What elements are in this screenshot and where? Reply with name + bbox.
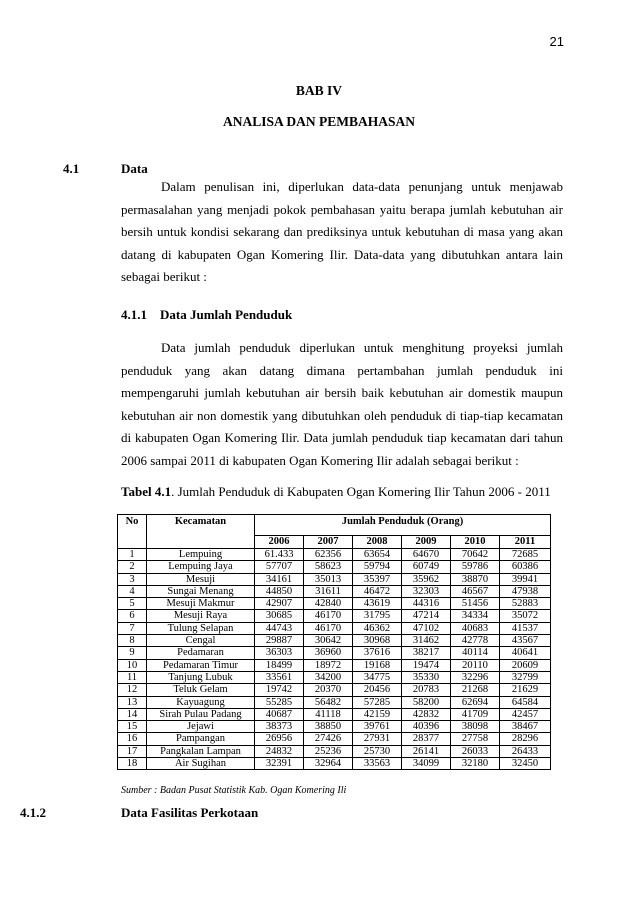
row-population-value: 33563 xyxy=(353,758,402,770)
table-row xyxy=(118,573,551,585)
row-population-value: 40114 xyxy=(451,647,500,659)
row-population-value: 19168 xyxy=(353,659,402,671)
table-row xyxy=(118,758,551,770)
row-population-value: 25236 xyxy=(304,745,353,757)
row-population-value: 26033 xyxy=(451,745,500,757)
row-kecamatan: Sirah Pulau Padang xyxy=(147,708,255,720)
section-title-population: Data Jumlah Penduduk xyxy=(160,307,293,322)
row-population-value: 63654 xyxy=(353,549,402,561)
row-population-value: 39761 xyxy=(353,721,402,733)
header-population-group: Jumlah Penduduk (Orang) xyxy=(255,515,551,536)
table-row xyxy=(118,708,551,720)
row-population-value: 26956 xyxy=(255,733,304,745)
row-number: 7 xyxy=(118,622,147,634)
row-population-value: 47214 xyxy=(402,610,451,622)
row-population-value: 58200 xyxy=(402,696,451,708)
row-kecamatan: Pampangan xyxy=(147,733,255,745)
row-population-value: 34334 xyxy=(451,610,500,622)
row-population-value: 42778 xyxy=(451,635,500,647)
section-number-4-1-1: 4.1.1 xyxy=(121,307,147,322)
header-year: 2009 xyxy=(402,536,451,549)
row-population-value: 39941 xyxy=(500,573,551,585)
row-number: 5 xyxy=(118,598,147,610)
row-population-value: 26433 xyxy=(500,745,551,757)
table-caption xyxy=(121,484,551,500)
header-year: 2010 xyxy=(451,536,500,549)
row-population-value: 32964 xyxy=(304,758,353,770)
row-population-value: 40687 xyxy=(255,708,304,720)
row-population-value: 47102 xyxy=(402,622,451,634)
page-number: 21 xyxy=(549,34,564,49)
row-population-value: 46170 xyxy=(304,610,353,622)
table-row xyxy=(118,647,551,659)
row-population-value: 57285 xyxy=(353,696,402,708)
table-row xyxy=(118,684,551,696)
row-population-value: 42840 xyxy=(304,598,353,610)
row-population-value: 64670 xyxy=(402,549,451,561)
row-population-value: 20783 xyxy=(402,684,451,696)
row-population-value: 40641 xyxy=(500,647,551,659)
header-kecamatan: Kecamatan xyxy=(147,515,255,549)
row-population-value: 32450 xyxy=(500,758,551,770)
table-source: Sumber : Badan Pusat Statistik Kab. Ogan Komering Ili xyxy=(121,785,347,796)
table-row xyxy=(118,635,551,647)
row-population-value: 29887 xyxy=(255,635,304,647)
row-population-value: 27758 xyxy=(451,733,500,745)
row-number: 17 xyxy=(118,745,147,757)
row-population-value: 34161 xyxy=(255,573,304,585)
row-population-value: 41709 xyxy=(451,708,500,720)
row-population-value: 20110 xyxy=(451,659,500,671)
row-population-value: 46362 xyxy=(353,622,402,634)
row-population-value: 34200 xyxy=(304,671,353,683)
table-row xyxy=(118,622,551,634)
header-year: 2006 xyxy=(255,536,304,549)
table-row xyxy=(118,671,551,683)
row-population-value: 60386 xyxy=(500,561,551,573)
table-body xyxy=(118,549,551,770)
row-number: 9 xyxy=(118,647,147,659)
row-population-value: 30642 xyxy=(304,635,353,647)
row-population-value: 47938 xyxy=(500,585,551,597)
row-population-value: 57707 xyxy=(255,561,304,573)
table-row xyxy=(118,733,551,745)
row-number: 15 xyxy=(118,721,147,733)
row-population-value: 35330 xyxy=(402,671,451,683)
table-row xyxy=(118,745,551,757)
row-population-value: 18499 xyxy=(255,659,304,671)
header-year: 2007 xyxy=(304,536,353,549)
section-number-4-1: 4.1 xyxy=(63,161,80,176)
row-population-value: 20456 xyxy=(353,684,402,696)
paragraph-population xyxy=(121,337,563,473)
table-row xyxy=(118,610,551,622)
row-population-value: 61.433 xyxy=(255,549,304,561)
row-population-value: 42832 xyxy=(402,708,451,720)
row-population-value: 19742 xyxy=(255,684,304,696)
row-population-value: 59794 xyxy=(353,561,402,573)
row-population-value: 32391 xyxy=(255,758,304,770)
row-population-value: 27931 xyxy=(353,733,402,745)
row-population-value: 32799 xyxy=(500,671,551,683)
row-population-value: 18972 xyxy=(304,659,353,671)
table-row xyxy=(118,659,551,671)
section-number-4-1-2: 4.1.2 xyxy=(20,805,46,820)
row-population-value: 38870 xyxy=(451,573,500,585)
row-population-value: 36303 xyxy=(255,647,304,659)
row-population-value: 31462 xyxy=(402,635,451,647)
row-population-value: 62694 xyxy=(451,696,500,708)
row-kecamatan: Mesuji xyxy=(147,573,255,585)
row-kecamatan: Sungai Menang xyxy=(147,585,255,597)
row-number: 1 xyxy=(118,549,147,561)
row-population-value: 41537 xyxy=(500,622,551,634)
row-population-value: 44743 xyxy=(255,622,304,634)
row-population-value: 43619 xyxy=(353,598,402,610)
row-population-value: 32303 xyxy=(402,585,451,597)
row-population-value: 35013 xyxy=(304,573,353,585)
row-kecamatan: Lempuing xyxy=(147,549,255,561)
row-number: 14 xyxy=(118,708,147,720)
row-population-value: 46567 xyxy=(451,585,500,597)
row-population-value: 33561 xyxy=(255,671,304,683)
row-kecamatan: Jejawi xyxy=(147,721,255,733)
row-population-value: 42159 xyxy=(353,708,402,720)
row-population-value: 44850 xyxy=(255,585,304,597)
section-title-data: Data xyxy=(121,161,148,176)
row-number: 16 xyxy=(118,733,147,745)
row-population-value: 20609 xyxy=(500,659,551,671)
row-population-value: 38217 xyxy=(402,647,451,659)
row-population-value: 70642 xyxy=(451,549,500,561)
row-population-value: 27426 xyxy=(304,733,353,745)
row-kecamatan: Tanjung Lubuk xyxy=(147,671,255,683)
row-number: 18 xyxy=(118,758,147,770)
row-kecamatan: Kayuagung xyxy=(147,696,255,708)
row-population-value: 31611 xyxy=(304,585,353,597)
row-kecamatan: Mesuji Makmur xyxy=(147,598,255,610)
paragraph-intro xyxy=(121,176,563,289)
row-number: 3 xyxy=(118,573,147,585)
header-no: No xyxy=(118,515,147,549)
row-population-value: 40683 xyxy=(451,622,500,634)
row-population-value: 26141 xyxy=(402,745,451,757)
row-population-value: 35072 xyxy=(500,610,551,622)
chapter-title: ANALISA DAN PEMBAHASAN xyxy=(222,114,416,129)
row-kecamatan: Tulung Selapan xyxy=(147,622,255,634)
table-row xyxy=(118,561,551,573)
row-population-value: 28377 xyxy=(402,733,451,745)
paragraph-population-text: Data jumlah penduduk diperlukan untuk menghitung proyeksi jumlah penduduk yang akan datang dimana pertambahan jumlah penduduk ini mempengaruhi jumlah kebutuhan air bersih baik kebutuhan air domestik maupun kebutuhan air non domestik yang dibutuhkan oleh penduduk di tiap-tiap kecamatan di kabupaten Ogan Komering Ilir. Data jumlah penduduk tiap kecamatan dari tahun 2006 sampai 2011 di kabupaten Ogan Komering Ilir adalah sebagai berikut : xyxy=(121,340,563,468)
row-kecamatan: Air Sugihan xyxy=(147,758,255,770)
row-population-value: 34099 xyxy=(402,758,451,770)
population-table xyxy=(117,514,551,770)
table-caption-label: Tabel 4.1 xyxy=(121,484,172,499)
row-number: 2 xyxy=(118,561,147,573)
section-title-facilities: Data Fasilitas Perkotaan xyxy=(121,805,259,820)
row-kecamatan: Mesuji Raya xyxy=(147,610,255,622)
row-population-value: 51456 xyxy=(451,598,500,610)
row-kecamatan: Cengal xyxy=(147,635,255,647)
row-population-value: 56482 xyxy=(304,696,353,708)
row-population-value: 41118 xyxy=(304,708,353,720)
row-number: 4 xyxy=(118,585,147,597)
row-population-value: 35962 xyxy=(402,573,451,585)
row-population-value: 28296 xyxy=(500,733,551,745)
row-population-value: 40396 xyxy=(402,721,451,733)
chapter-label: BAB IV xyxy=(295,83,343,98)
row-kecamatan: Lempuing Jaya xyxy=(147,561,255,573)
row-population-value: 32296 xyxy=(451,671,500,683)
row-number: 12 xyxy=(118,684,147,696)
row-population-value: 42907 xyxy=(255,598,304,610)
table-row xyxy=(118,696,551,708)
table-row xyxy=(118,598,551,610)
row-kecamatan: Pangkalan Lampan xyxy=(147,745,255,757)
row-population-value: 31795 xyxy=(353,610,402,622)
row-population-value: 72685 xyxy=(500,549,551,561)
row-population-value: 20370 xyxy=(304,684,353,696)
row-number: 10 xyxy=(118,659,147,671)
row-kecamatan: Teluk Gelam xyxy=(147,684,255,696)
row-population-value: 46472 xyxy=(353,585,402,597)
row-population-value: 21629 xyxy=(500,684,551,696)
row-population-value: 38850 xyxy=(304,721,353,733)
row-number: 13 xyxy=(118,696,147,708)
row-population-value: 38467 xyxy=(500,721,551,733)
row-population-value: 30685 xyxy=(255,610,304,622)
table-row xyxy=(118,585,551,597)
row-kecamatan: Pedamaran xyxy=(147,647,255,659)
row-population-value: 34775 xyxy=(353,671,402,683)
paragraph-intro-text: Dalam penulisan ini, diperlukan data-data penunjang untuk menjawab permasalahan yang menjadi pokok pembahasan yaitu berapa jumlah kebutuhan air bersih untuk kondisi sekarang dan prediksinya untuk kebutuhan di masa yang akan datang di kabupaten Ogan Komering Ilir. Data-data yang dibutuhkan antara lain sebagai berikut : xyxy=(121,179,563,285)
row-number: 11 xyxy=(118,671,147,683)
row-population-value: 37616 xyxy=(353,647,402,659)
row-population-value: 24832 xyxy=(255,745,304,757)
row-population-value: 36960 xyxy=(304,647,353,659)
row-population-value: 64584 xyxy=(500,696,551,708)
row-population-value: 19474 xyxy=(402,659,451,671)
header-year: 2008 xyxy=(353,536,402,549)
row-population-value: 32180 xyxy=(451,758,500,770)
row-population-value: 55285 xyxy=(255,696,304,708)
row-number: 8 xyxy=(118,635,147,647)
row-population-value: 21268 xyxy=(451,684,500,696)
row-population-value: 38373 xyxy=(255,721,304,733)
row-kecamatan: Pedamaran Timur xyxy=(147,659,255,671)
row-population-value: 60749 xyxy=(402,561,451,573)
table-row xyxy=(118,549,551,561)
row-population-value: 42457 xyxy=(500,708,551,720)
row-population-value: 46170 xyxy=(304,622,353,634)
row-population-value: 58623 xyxy=(304,561,353,573)
row-population-value: 30968 xyxy=(353,635,402,647)
row-population-value: 35397 xyxy=(353,573,402,585)
row-population-value: 38098 xyxy=(451,721,500,733)
table-row xyxy=(118,721,551,733)
row-number: 6 xyxy=(118,610,147,622)
row-population-value: 25730 xyxy=(353,745,402,757)
row-population-value: 44316 xyxy=(402,598,451,610)
table-caption-text: . Jumlah Penduduk di Kabupaten Ogan Komering Ilir Tahun 2006 - 2011 xyxy=(171,484,551,499)
row-population-value: 59786 xyxy=(451,561,500,573)
row-population-value: 62356 xyxy=(304,549,353,561)
row-population-value: 52883 xyxy=(500,598,551,610)
header-year: 2011 xyxy=(500,536,551,549)
row-population-value: 43567 xyxy=(500,635,551,647)
